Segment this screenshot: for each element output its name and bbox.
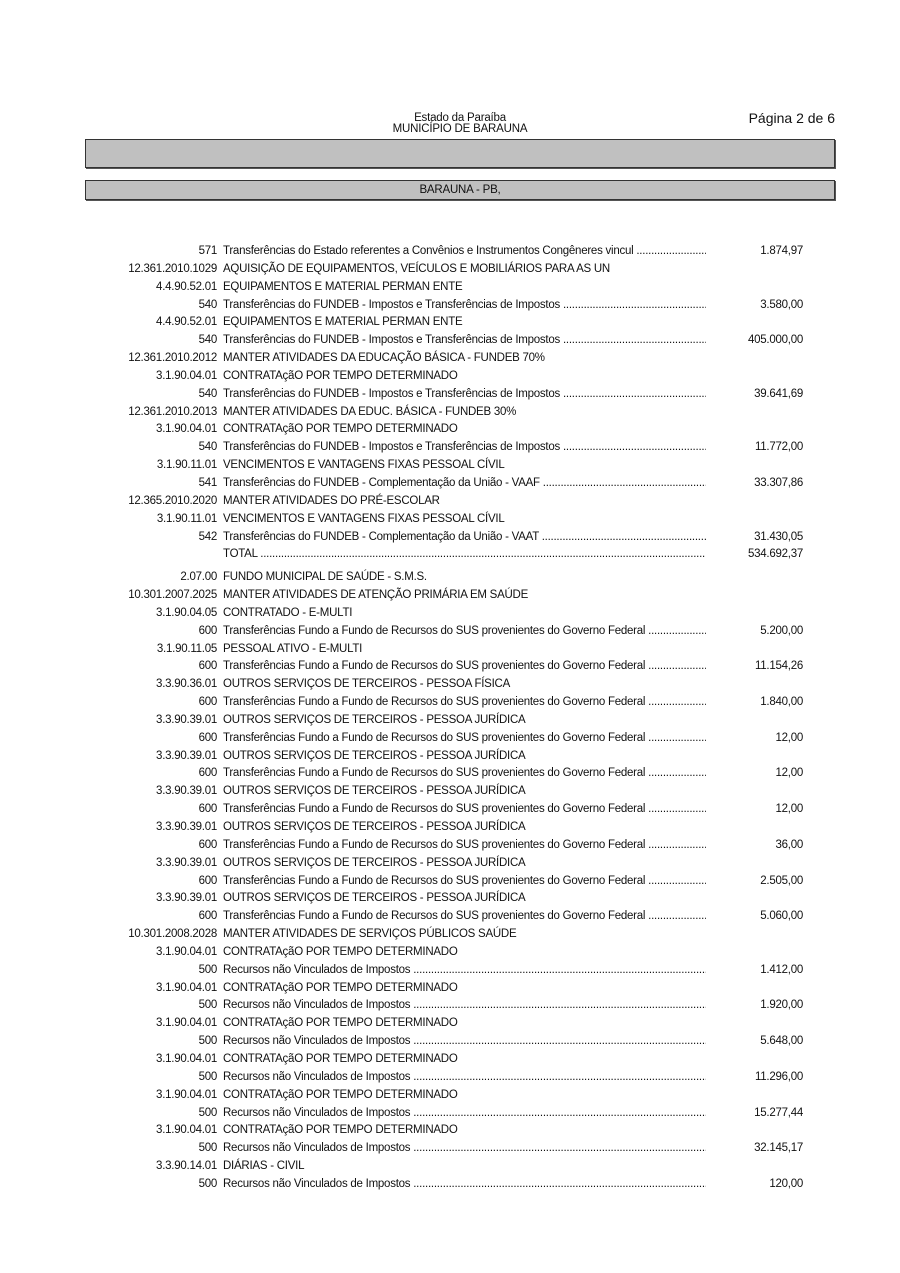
- row-value: 12,00: [775, 803, 803, 816]
- row-code: 600: [198, 910, 217, 923]
- table-row: [0, 350, 900, 368]
- row-code: 10.301.2008.2028: [128, 928, 217, 941]
- state-name: Estado da Paraíba: [414, 112, 506, 124]
- table-row: [0, 1087, 900, 1105]
- table-row: [0, 1033, 900, 1051]
- row-description: Transferências do Estado referentes a Convênios e Instrumentos Congêneres vincul .....: [223, 243, 706, 261]
- table-row: [0, 658, 900, 676]
- row-description: Transferências Fundo a Fundo de Recursos do SUS provenientes do Governo Federal .....: [223, 801, 706, 819]
- row-code: 542: [198, 530, 217, 543]
- row-description: Transferências Fundo a Fundo de Recursos do SUS provenientes do Governo Federal .....: [223, 623, 706, 641]
- row-code: 3.3.90.39.01: [156, 856, 217, 869]
- row-code: 3.1.90.04.01: [156, 1088, 217, 1101]
- row-value: 11.154,26: [754, 660, 803, 673]
- row-description: VENCIMENTOS E VANTAGENS FIXAS PESSOAL CÍVIL: [223, 459, 505, 472]
- table-row: [0, 944, 900, 962]
- row-code: 500: [198, 963, 217, 976]
- table-row: [0, 439, 900, 457]
- row-code: 4.4.90.52.01: [156, 316, 217, 329]
- table-row: [0, 386, 900, 404]
- row-code: 500: [198, 999, 217, 1012]
- row-code: 600: [198, 624, 217, 637]
- table-row: [0, 765, 900, 783]
- row-code: 600: [198, 731, 217, 744]
- row-value: 1.874,97: [760, 245, 803, 257]
- row-description: PESSOAL ATIVO - E-MULTI: [223, 642, 363, 655]
- row-code: 12.361.2010.2013: [128, 405, 217, 418]
- row-code: 12.365.2010.2020: [128, 494, 217, 507]
- table-row: [0, 801, 900, 819]
- row-code: 500: [198, 1070, 217, 1083]
- row-code: 600: [198, 767, 217, 780]
- table-row: [0, 748, 900, 766]
- table-row: [0, 980, 900, 998]
- row-value: 1.412,00: [760, 963, 803, 976]
- row-description: OUTROS SERVIÇOS DE TERCEIROS - PESSOA FÍSICA: [223, 678, 511, 691]
- table-row: [0, 1122, 900, 1140]
- row-value: 15.277,44: [754, 1106, 803, 1119]
- row-description: Transferências do FUNDEB - Complementação da União - VAAT .....: [223, 529, 706, 547]
- row-value: 39.641,69: [754, 387, 803, 400]
- row-description: Recursos não Vinculados de Impostos .....: [223, 1033, 706, 1051]
- table-row: [0, 1158, 900, 1176]
- table-row: [0, 529, 900, 547]
- row-value: 12,00: [775, 767, 803, 780]
- table-row: [0, 623, 900, 641]
- table-row: [0, 546, 900, 564]
- table-row: [0, 421, 900, 439]
- row-description: Transferências do FUNDEB - Complementação da União - VAAF .....: [223, 475, 706, 493]
- row-value: 11.296,00: [754, 1070, 803, 1083]
- row-value: 11.772,00: [754, 441, 803, 454]
- row-description: OUTROS SERVIÇOS DE TERCEIROS - PESSOA JURÍDICA: [223, 892, 526, 905]
- row-code: 3.3.90.39.01: [156, 713, 217, 726]
- row-description: Recursos não Vinculados de Impostos .....: [223, 997, 706, 1015]
- row-description: Transferências Fundo a Fundo de Recursos do SUS provenientes do Governo Federal .....: [223, 837, 706, 855]
- row-description: EQUIPAMENTOS E MATERIAL PERMAN ENTE: [223, 316, 463, 329]
- table-row: [0, 1069, 900, 1087]
- row-code: 10.301.2007.2025: [128, 589, 217, 602]
- row-value: 32.145,17: [754, 1142, 803, 1155]
- row-code: 541: [198, 476, 217, 489]
- location-bar: BARAUNA - PB,: [85, 180, 835, 200]
- table-row: [0, 475, 900, 493]
- table-row: [0, 873, 900, 891]
- row-value: 36,00: [775, 838, 803, 851]
- table-row: [0, 587, 900, 605]
- row-code: 3.1.90.04.01: [156, 1017, 217, 1030]
- table-row: [0, 837, 900, 855]
- row-value: 405.000,00: [747, 334, 803, 347]
- row-code: 3.1.90.04.01: [156, 945, 217, 958]
- table-row: [0, 694, 900, 712]
- row-code: 540: [198, 334, 217, 347]
- table-row: [0, 404, 900, 422]
- table-row: [0, 569, 900, 587]
- page-number: Página 2 de 6: [748, 110, 835, 126]
- row-code: 4.4.90.52.01: [156, 280, 217, 293]
- row-description: TOTAL .....: [223, 546, 706, 564]
- row-code: 3.1.90.04.01: [156, 369, 217, 382]
- row-value: 3.580,00: [760, 298, 803, 311]
- row-code: 500: [198, 1035, 217, 1048]
- table-row: [0, 457, 900, 475]
- table-row: [0, 962, 900, 980]
- table-row: [0, 1051, 900, 1069]
- row-description: Recursos não Vinculados de Impostos .....: [223, 1105, 706, 1123]
- row-code: 3.1.90.04.05: [156, 606, 217, 619]
- row-description: CONTRATAçãO POR TEMPO DETERMINADO: [223, 945, 458, 958]
- row-description: OUTROS SERVIÇOS DE TERCEIROS - PESSOA JURÍDICA: [223, 785, 526, 798]
- row-description: CONTRATAçãO POR TEMPO DETERMINADO: [223, 1017, 458, 1030]
- table-row: [0, 730, 900, 748]
- budget-table: [0, 243, 900, 1194]
- row-code: 3.1.90.04.01: [156, 1124, 217, 1137]
- row-code: 2.07.00: [180, 571, 217, 584]
- row-code: 3.1.90.11.05: [156, 642, 217, 655]
- table-row: [0, 314, 900, 332]
- row-description: CONTRATAçãO POR TEMPO DETERMINADO: [223, 1052, 458, 1065]
- table-row: [0, 368, 900, 386]
- row-description: Recursos não Vinculados de Impostos .....: [223, 1069, 706, 1087]
- row-code: 600: [198, 874, 217, 887]
- row-description: AQUISIÇÃO DE EQUIPAMENTOS, VEÍCULOS E MOBILIÁRIOS PARA AS UN: [223, 262, 610, 275]
- table-row: [0, 712, 900, 730]
- row-value: 534.692,37: [747, 548, 803, 561]
- table-row: [0, 261, 900, 279]
- row-value: 5.648,00: [760, 1035, 803, 1048]
- table-row: [0, 279, 900, 297]
- row-description: Transferências do FUNDEB - Impostos e Transferências de Impostos .....: [223, 386, 706, 404]
- row-description: MANTER ATIVIDADES DE SERVIÇOS PÚBLICOS SAÚDE: [223, 928, 517, 941]
- row-code: 3.3.90.36.01: [156, 678, 217, 691]
- row-description: Transferências Fundo a Fundo de Recursos do SUS provenientes do Governo Federal .....: [223, 765, 706, 783]
- row-description: Transferências Fundo a Fundo de Recursos do SUS provenientes do Governo Federal .....: [223, 730, 706, 748]
- table-row: [0, 890, 900, 908]
- row-description: EQUIPAMENTOS E MATERIAL PERMAN ENTE: [223, 280, 463, 293]
- row-code: 600: [198, 696, 217, 709]
- row-description: CONTRATADO - E-MULTI: [223, 606, 353, 619]
- row-description: VENCIMENTOS E VANTAGENS FIXAS PESSOAL CÍVIL: [223, 512, 505, 525]
- row-code: 3.3.90.39.01: [156, 892, 217, 905]
- row-code: 3.1.90.04.01: [156, 1052, 217, 1065]
- row-code: 500: [198, 1106, 217, 1119]
- row-description: CONTRATAçãO POR TEMPO DETERMINADO: [223, 981, 458, 994]
- table-row: [0, 332, 900, 350]
- row-code: 3.1.90.11.01: [156, 512, 217, 525]
- row-value: 120,00: [769, 1177, 803, 1190]
- table-row: [0, 1105, 900, 1123]
- row-code: 540: [198, 298, 217, 311]
- row-description: Transferências do FUNDEB - Impostos e Transferências de Impostos .....: [223, 297, 706, 315]
- row-code: 12.361.2010.1029: [128, 262, 217, 275]
- row-code: 500: [198, 1142, 217, 1155]
- row-code: 540: [198, 441, 217, 454]
- table-row: [0, 605, 900, 623]
- row-description: Transferências do FUNDEB - Impostos e Transferências de Impostos .....: [223, 439, 706, 457]
- row-code: 600: [198, 838, 217, 851]
- row-value: 5.200,00: [760, 624, 803, 637]
- row-description: Transferências Fundo a Fundo de Recursos do SUS provenientes do Governo Federal .....: [223, 873, 706, 891]
- row-code: 3.3.90.39.01: [156, 749, 217, 762]
- row-code: 3.1.90.04.01: [156, 981, 217, 994]
- title-bar: [85, 139, 835, 168]
- row-description: MANTER ATIVIDADES DA EDUC. BÁSICA - FUNDEB 30%: [223, 405, 517, 418]
- row-description: OUTROS SERVIÇOS DE TERCEIROS - PESSOA JURÍDICA: [223, 713, 526, 726]
- table-row: [0, 1176, 900, 1194]
- row-code: 3.3.90.39.01: [156, 821, 217, 833]
- row-description: CONTRATAçãO POR TEMPO DETERMINADO: [223, 1088, 458, 1101]
- municipality-name: MUNICÍPIO DE BARAUNA: [392, 123, 528, 135]
- table-row: [0, 297, 900, 315]
- table-row: [0, 926, 900, 944]
- row-description: Recursos não Vinculados de Impostos .....: [223, 1176, 706, 1194]
- row-code: 3.1.90.04.01: [156, 423, 217, 436]
- table-row: [0, 676, 900, 694]
- row-description: Recursos não Vinculados de Impostos .....: [223, 1140, 706, 1158]
- row-value: 31.430,05: [754, 530, 803, 543]
- table-row: [0, 243, 900, 261]
- row-code: 500: [198, 1177, 217, 1190]
- table-row: [0, 783, 900, 801]
- table-row: [0, 997, 900, 1015]
- row-description: Transferências Fundo a Fundo de Recursos do SUS provenientes do Governo Federal .....: [223, 658, 706, 676]
- row-description: Recursos não Vinculados de Impostos .....: [223, 962, 706, 980]
- row-description: DIÁRIAS - CIVIL: [223, 1160, 305, 1173]
- row-description: MANTER ATIVIDADES DE ATENÇÃO PRIMÁRIA EM SAÚDE: [223, 589, 529, 602]
- row-code: 3.3.90.39.01: [156, 785, 217, 798]
- row-code: 600: [198, 803, 217, 816]
- row-description: Transferências Fundo a Fundo de Recursos do SUS provenientes do Governo Federal .....: [223, 908, 706, 926]
- row-code: 600: [198, 660, 217, 673]
- row-description: CONTRATAçãO POR TEMPO DETERMINADO: [223, 1124, 458, 1137]
- row-value: 12,00: [775, 731, 803, 744]
- table-row: [0, 855, 900, 873]
- table-row: [0, 1140, 900, 1158]
- row-value: 2.505,00: [760, 874, 803, 887]
- row-code: 3.3.90.14.01: [156, 1160, 217, 1173]
- row-code: 12.361.2010.2012: [128, 352, 217, 365]
- table-row: [0, 511, 900, 529]
- table-row: [0, 493, 900, 511]
- row-description: FUNDO MUNICIPAL DE SAÚDE - S.M.S.: [223, 571, 427, 584]
- row-description: OUTROS SERVIÇOS DE TERCEIROS - PESSOA JURÍDICA: [223, 821, 526, 833]
- row-value: 1.920,00: [760, 999, 803, 1012]
- table-row: [0, 908, 900, 926]
- row-description: MANTER ATIVIDADES DA EDUCAÇÃO BÁSICA - FUNDEB 70%: [223, 352, 545, 365]
- row-description: CONTRATAçãO POR TEMPO DETERMINADO: [223, 423, 458, 436]
- row-value: 5.060,00: [760, 910, 803, 923]
- row-code: 571: [198, 245, 217, 257]
- table-row: [0, 1015, 900, 1033]
- row-description: Transferências Fundo a Fundo de Recursos do SUS provenientes do Governo Federal .....: [223, 694, 706, 712]
- row-code: 3.1.90.11.01: [156, 459, 217, 472]
- row-description: OUTROS SERVIÇOS DE TERCEIROS - PESSOA JURÍDICA: [223, 749, 526, 762]
- row-code: 540: [198, 387, 217, 400]
- row-description: OUTROS SERVIÇOS DE TERCEIROS - PESSOA JURÍDICA: [223, 856, 526, 869]
- report-header: [260, 113, 660, 135]
- row-description: MANTER ATIVIDADES DO PRÉ-ESCOLAR: [223, 494, 440, 507]
- row-value: 33.307,86: [754, 476, 803, 489]
- table-row: [0, 819, 900, 837]
- row-description: CONTRATAçãO POR TEMPO DETERMINADO: [223, 369, 458, 382]
- row-description: Transferências do FUNDEB - Impostos e Transferências de Impostos .....: [223, 332, 706, 350]
- row-value: 1.840,00: [760, 696, 803, 709]
- table-row: [0, 641, 900, 659]
